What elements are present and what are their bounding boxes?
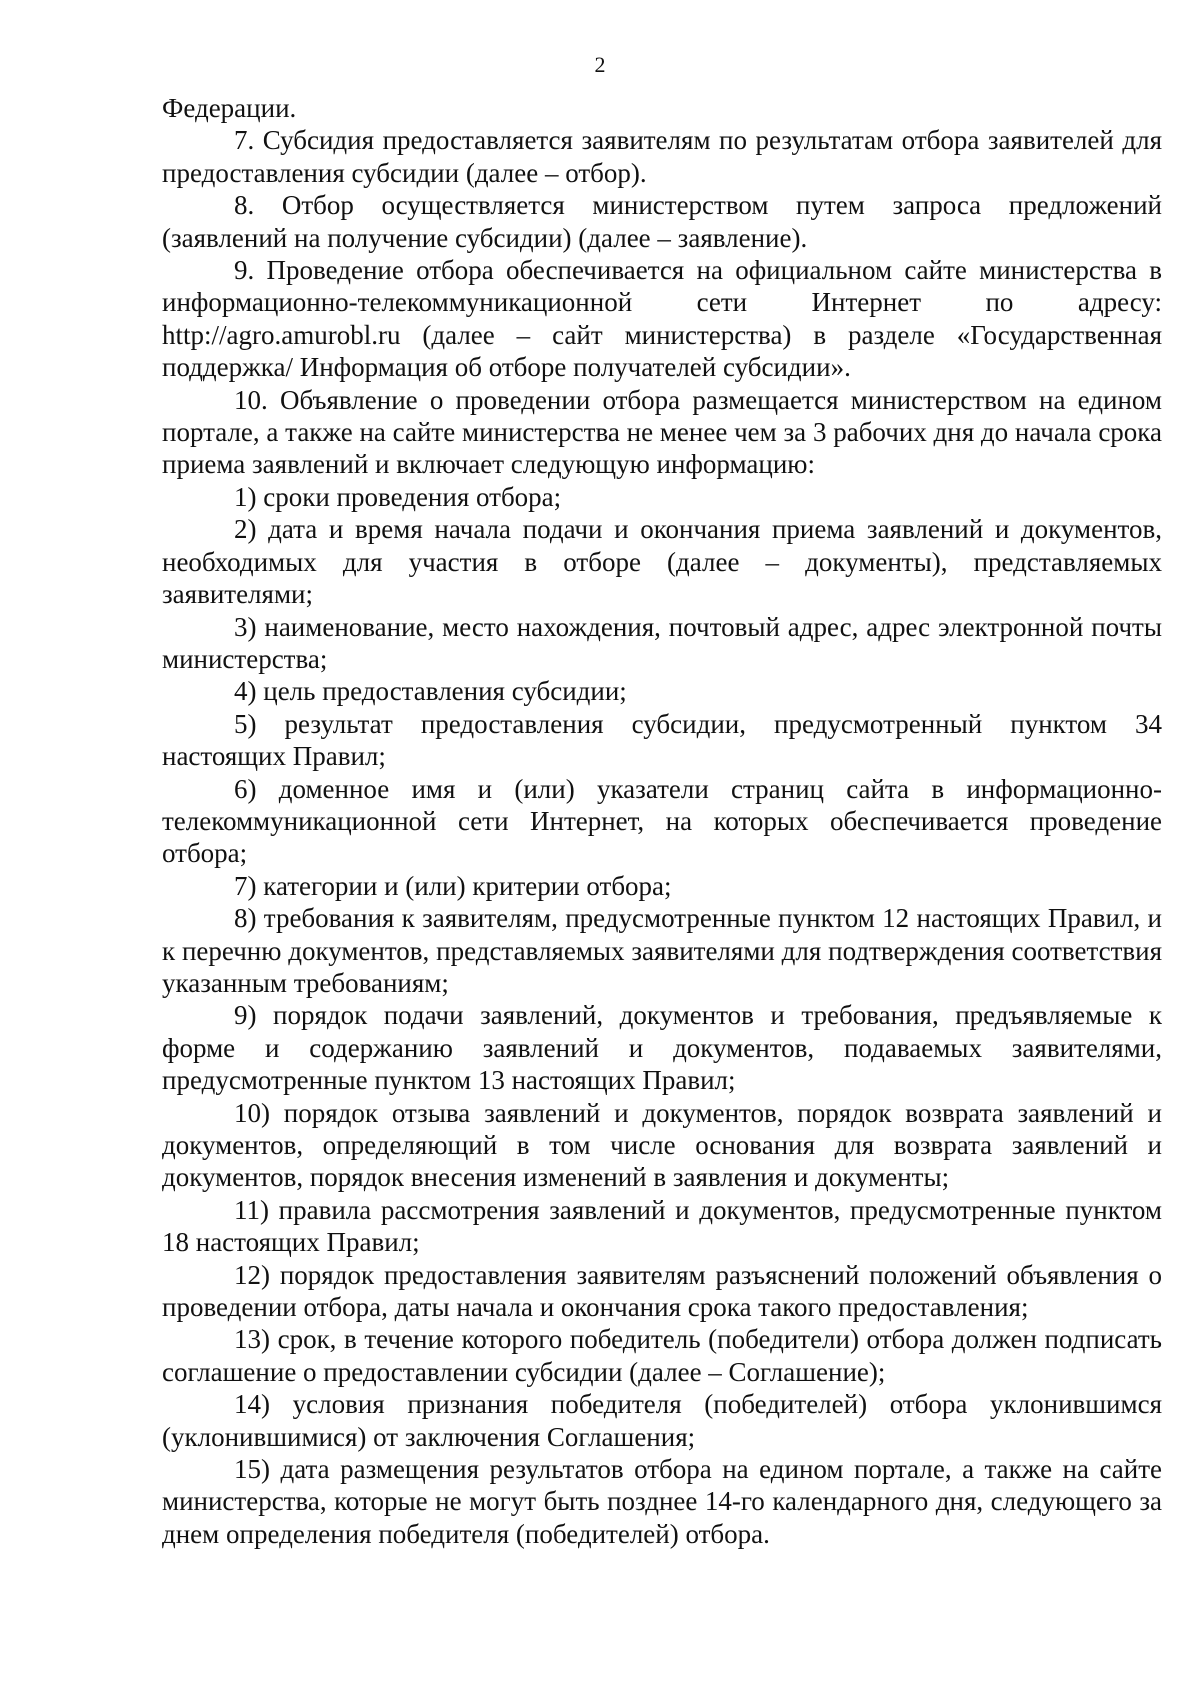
subitem-5: 5) результат предоставления субсидии, предусмотренный пунктом 34 настоящих Правил; xyxy=(162,708,1162,772)
paragraph-item-10: 10. Объявление о проведении отбора размещается министерством на едином портале, а также на сайте министерства не менее чем за 3 рабочих дня до начала срока приема заявлений и включает следующую информацию: xyxy=(162,384,1162,480)
paragraph-item-8: 8. Отбор осуществляется министерством путем запроса предложений (заявлений на получение субсидии) (далее – заявление). xyxy=(162,190,1162,253)
subitem-10: 10) порядок отзыва заявлений и документов, порядок возврата заявлений и документов, определяющий в том числе основания для возврата заявлений и документов, порядок внесения изменений в заявления и документы; xyxy=(162,1097,1162,1193)
subitem-2: 2) дата и время начала подачи и окончания приема заявлений и документов, необходимых для участия в отборе (далее – документы), представляемых заявителями; xyxy=(162,514,1162,610)
subitem-11: 11) правила рассмотрения заявлений и документов, предусмотренные пунктом 18 настоящих Правил; xyxy=(162,1194,1162,1258)
subitem-12: 12) порядок предоставления заявителям разъяснений положений объявления о проведении отбора, даты начала и окончания срока такого предоставления; xyxy=(162,1259,1162,1323)
subitem-15: 15) дата размещения результатов отбора на едином портале, а также на сайте министерства, которые не могут быть позднее 14-го календарного дня, следующего за днем определения победителя (победителей) отбора. xyxy=(162,1454,1162,1549)
paragraph-item-7: 7. Субсидия предоставляется заявителям по результатам отбора заявителей для предоставления субсидии (далее – отбор). xyxy=(162,125,1162,188)
subitem-13: 13) срок, в течение которого победитель (победители) отбора должен подписать соглашение о предоставлении субсидии (далее – Соглашение); xyxy=(162,1324,1162,1387)
subitem-6: 6) доменное имя и (или) указатели страниц сайта в информационно-телекоммуникационной сети Интернет, на которых обеспечивается проведение отбора; xyxy=(162,773,1162,869)
subitem-1: 1) сроки проведения отбора; xyxy=(234,481,562,512)
paragraph-item-9: 9. Проведение отбора обеспечивается на официальном сайте министерства в информационно-телекоммуникационной сети Интернет по адресу: http://agro.amurobl.ru (далее – сайт министерства) в разделе «Государственная поддержка/ Информация об отборе получателей субсидии». xyxy=(162,255,1162,383)
document-body xyxy=(162,92,1162,1550)
subitem-9: 9) порядок подачи заявлений, документов и требования, предъявляемые к форме и содержанию заявлений и документов, подаваемых заявителями, предусмотренные пунктом 13 настоящих Правил; xyxy=(162,1000,1162,1096)
paragraph-continuation: Федерации. xyxy=(162,93,297,123)
subitem-7: 7) категории и (или) критерии отбора; xyxy=(234,870,672,901)
subitem-3: 3) наименование, место нахождения, почтовый адрес, адрес электронной почты министерства; xyxy=(162,611,1162,674)
subitem-4: 4) цель предоставления субсидии; xyxy=(234,676,627,707)
subitem-14: 14) условия признания победителя (победителей) отбора уклонившимся (уклонившимися) от заключения Соглашения; xyxy=(162,1389,1162,1452)
page-number: 2 xyxy=(594,52,606,77)
subitem-8: 8) требования к заявителям, предусмотренные пунктом 12 настоящих Правил, и к перечню документов, представляемых заявителями для подтверждения соответствия указанным требованиям; xyxy=(162,903,1162,998)
